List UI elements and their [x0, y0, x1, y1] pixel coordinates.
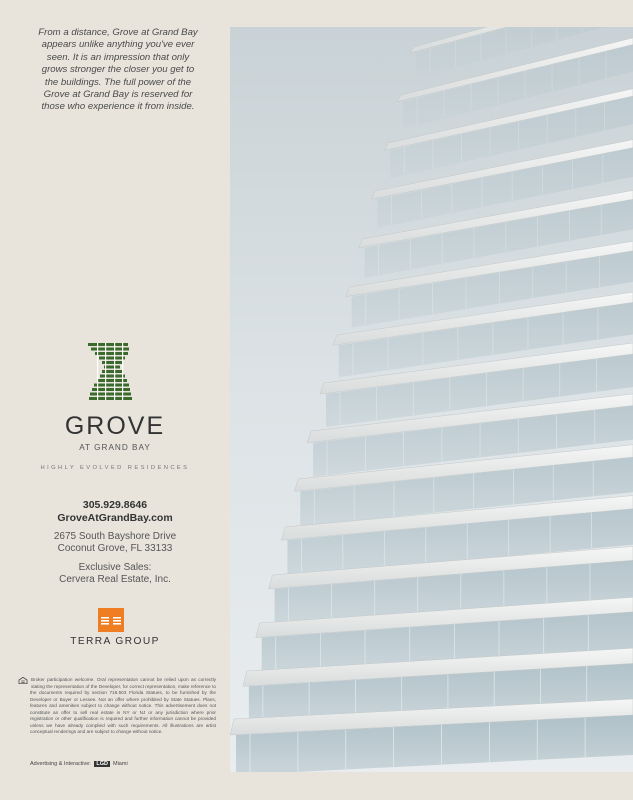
intro-line: the buildings. The full power of the — [44, 76, 192, 88]
address-line-2: Coconut Grove, FL 33133 — [57, 543, 173, 554]
disclaimer-text: Broker participation welcome. Oral representation cannot be relied upon as correctly stating the representation of the Developer, for correct representation, make reference to the documents required by section 718.503 Florida Statues, to be furnished by the Developer or Buyer or Lessee. Not an offer where prohibited by State Statues. Plans, features and amenities subject to change without notice. This advertisement does not constitute an offer to sell real estate in NY or NJ or any jurisdiction where prior registration or other qualification is required and further information cannot be provided unless we have already complied with such requirements. All illustrations are artist conceptual renderings and are subject to change without notice. — [30, 677, 216, 734]
intro-line: seen. It is an impression that only — [46, 51, 190, 63]
intro-paragraph — [18, 27, 218, 114]
grove-tower-logo-icon — [88, 343, 134, 403]
sales-company: Cervera Real Estate, Inc. — [59, 574, 171, 585]
equal-housing-icon — [18, 677, 28, 684]
sales-label: Exclusive Sales: — [78, 562, 152, 573]
credit-label: Advertising & Interactive: — [30, 761, 91, 767]
phone-number[interactable]: 305.929.8646 — [82, 499, 148, 511]
ad-text-column — [0, 0, 230, 800]
agency-logo: LGD — [96, 761, 108, 767]
terra-group-logo-icon — [98, 608, 124, 632]
legal-disclaimer — [30, 677, 216, 736]
intro-line: those who experience it from inside. — [41, 101, 195, 113]
brand-tagline: HIGHLY EVOLVED RESIDENCES — [40, 465, 190, 471]
brand-name: GROVE — [64, 412, 166, 440]
address-line-1: 2675 South Bayshore Drive — [53, 531, 177, 542]
intro-line: appears unlike anything you've ever — [41, 39, 195, 51]
intro-line: From a distance, Grove at Grand Bay — [38, 27, 198, 38]
building-balconies-photo — [230, 27, 633, 772]
intro-line: Grove at Grand Bay is reserved for — [43, 89, 193, 101]
agency-city: Miami — [113, 761, 128, 767]
developer-name: TERRA GROUP — [70, 636, 160, 647]
intro-line: grows stronger the closer you get to — [41, 64, 195, 76]
agency-credit — [30, 761, 128, 767]
website-link[interactable]: GroveAtGrandBay.com — [57, 512, 173, 524]
building-illustration — [230, 27, 633, 772]
brand-subtitle: AT GRAND BAY — [79, 443, 151, 452]
